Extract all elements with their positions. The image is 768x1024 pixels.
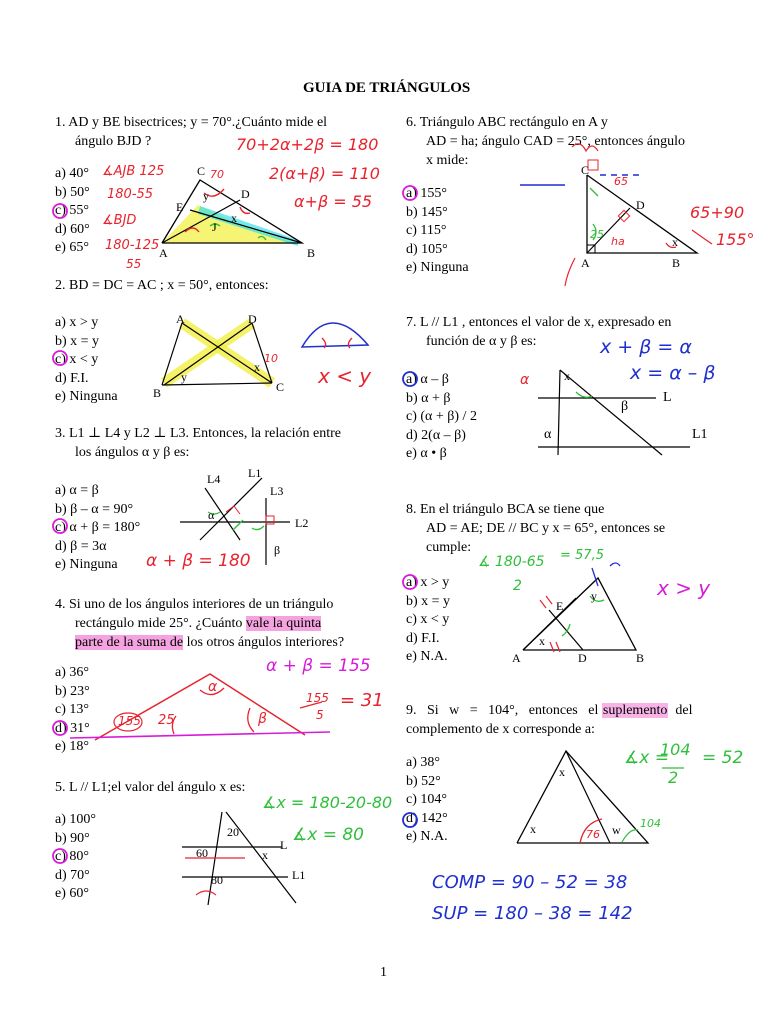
q1-note-6: ∡BJD (102, 213, 137, 228)
q1-label-c: C (197, 164, 206, 178)
q4-line3a-highlight: parte de la suma de (75, 635, 184, 650)
q7-note-2: x = α – β (630, 362, 716, 384)
q8-option-c[interactable]: c) x < y (406, 612, 450, 627)
q6-label-c: C (581, 163, 590, 177)
q4-note-4: = 31 (340, 690, 384, 711)
question-5-text: 5. L // L1;el valor del ángulo x es: (55, 780, 246, 795)
q8-note-4: x > y (657, 576, 711, 600)
q4-note-1: α + β = 155 (266, 656, 371, 676)
q8-option-e[interactable]: e) N.A. (406, 649, 448, 664)
q5-option-e[interactable]: e) 60° (55, 886, 89, 901)
q1-note-7: 180-125 (105, 238, 160, 253)
q2-label-a: A (176, 312, 185, 326)
q4-note-6: 25 (158, 713, 175, 728)
q9-answer-circle (403, 813, 417, 827)
q4-option-a[interactable]: a) 36° (55, 665, 89, 680)
q7-note-3: α (520, 372, 530, 388)
q7-line1: 7. L // L1 , entonces el valor de x, expresado en (406, 315, 672, 330)
question-2-text: 2. BD = DC = AC ; x = 50°, entonces: (55, 278, 269, 293)
q7-option-e[interactable]: e) α • β (406, 446, 447, 461)
q1-note-1: 70+2α+2β = 180 (236, 135, 379, 154)
q8-option-a[interactable]: a) x > y (406, 575, 450, 590)
q4-option-b[interactable]: b) 23° (55, 683, 90, 699)
q3-option-c[interactable]: c) α + β = 180° (55, 520, 141, 535)
q5-label-l: L (280, 838, 288, 852)
q6-label-x: x (672, 235, 678, 249)
q6-option-c[interactable]: c) 115° (406, 223, 447, 238)
q6-line1: 6. Triángulo ABC rectángulo en A y (406, 115, 608, 130)
q2-label-b: B (153, 386, 162, 400)
q3-option-e[interactable]: e) Ninguna (55, 557, 118, 572)
q1-note-5: 180-55 (107, 187, 154, 202)
q9-label-x-top: x (559, 765, 565, 779)
q3-option-b[interactable]: b) β – α = 90° (55, 501, 134, 517)
q3-option-a[interactable]: a) α = β (55, 483, 99, 498)
page-title: GUIA DE TRIÁNGULOS (303, 80, 471, 96)
q8-label-e: E (556, 599, 564, 613)
q9-note-2: 104 (640, 817, 661, 830)
q7-line2: función de α y β es: (426, 334, 537, 349)
q2-label-d: D (248, 312, 257, 326)
q2-option-d[interactable]: d) F.I. (55, 370, 89, 386)
q3-label-l1: L1 (248, 466, 262, 480)
q9-label-w: w (612, 823, 621, 837)
q2-label-x: x (254, 360, 260, 374)
q3-label-beta: β (274, 543, 281, 557)
q8-line3: cumple: (426, 540, 472, 555)
q6-option-b[interactable]: b) 145° (406, 204, 448, 220)
q9-label-x-left: x (530, 822, 536, 836)
q1-option-b[interactable]: b) 50° (55, 184, 90, 200)
q5-option-a[interactable]: a) 100° (55, 812, 96, 827)
q5-option-b[interactable]: b) 90° (55, 830, 90, 846)
q4-option-e[interactable]: e) 18° (55, 739, 89, 754)
q3-line2: los ángulos α y β es: (75, 445, 190, 460)
q2-option-e[interactable]: e) Ninguna (55, 389, 118, 404)
q1-note-3: α+β = 55 (294, 192, 373, 211)
q6-label-b: B (672, 256, 681, 270)
q2-option-b[interactable]: b) x = y (55, 333, 100, 349)
q5-label-x: x (262, 848, 268, 862)
q2-note-1: x < y (318, 364, 372, 388)
q9-note-1a: 104 (660, 740, 691, 759)
q8-line1: 8. En el triángulo BCA se tiene que (406, 502, 605, 517)
q4-note-2: 155 (306, 691, 329, 705)
q4-option-c[interactable]: c) 13° (55, 702, 89, 717)
q1-label-d: D (241, 187, 250, 201)
q3-label-alpha: α (208, 508, 215, 522)
q1-line1: 1. AD y BE bisectrices; y = 70°.¿Cuánto mide el (55, 115, 328, 130)
q2-label-y: y (181, 370, 187, 384)
q4-line2a: rectángulo mide 25°. ¿Cuánto (75, 616, 246, 631)
q9-option-e[interactable]: e) N.A. (406, 829, 448, 844)
q6-line2: AD = ha; ángulo CAD = 25°, entonces ángulo (426, 134, 685, 149)
q7-option-b[interactable]: b) α + β (406, 390, 451, 406)
q1-label-x: x (231, 211, 237, 225)
q5-note-2: ∡x = 80 (292, 825, 364, 845)
q4-note-5: 155 (118, 714, 141, 728)
q8-label-b: B (636, 651, 645, 665)
q5-option-d[interactable]: d) 70° (55, 867, 90, 883)
q9-note-1b: 2 (668, 768, 679, 787)
q7-label-l: L (663, 390, 672, 405)
q9-option-d[interactable]: d) 142° (406, 810, 448, 826)
q1-note-4: ∡AJB 125 (102, 164, 165, 179)
q6-note-5: 65 (614, 175, 628, 188)
q6-note-3: 25 (590, 228, 604, 241)
q7-label-beta: β (621, 399, 629, 414)
q5-option-c[interactable]: c) 80° (55, 849, 89, 864)
q7-option-a[interactable]: a) α – β (406, 372, 449, 387)
q1-line2: ángulo BJD ? (75, 134, 152, 149)
q8-label-x: x (539, 634, 545, 648)
q4-line1: 4. Si uno de los ángulos interiores de un triángulo (55, 597, 334, 612)
q9-note-4: COMP = 90 – 52 = 38 (432, 872, 628, 893)
q8-note-1: ∡ 180-65 (478, 554, 545, 570)
q1-option-e[interactable]: e) 65° (55, 240, 89, 255)
q9-option-a[interactable]: a) 38° (406, 755, 440, 770)
q1-label-e: E (176, 200, 184, 214)
q4-note-3: 5 (316, 708, 324, 722)
q7-label-l1: L1 (692, 427, 708, 442)
q8-option-b[interactable]: b) x = y (406, 593, 451, 609)
q9-option-c[interactable]: c) 104° (406, 792, 447, 807)
q3-label-l2: L2 (295, 516, 309, 530)
q1-option-c[interactable]: c) 55° (55, 203, 89, 218)
q3-label-l4: L4 (207, 472, 221, 486)
q9-note-5: SUP = 180 – 38 = 142 (432, 903, 633, 924)
q4-line3b: los otros ángulos interiores? (183, 635, 345, 650)
q9-line1b-highlight: suplemento (602, 703, 668, 718)
q6-option-a[interactable]: a) 155° (406, 186, 447, 201)
q3-option-d[interactable]: d) β = 3α (55, 538, 107, 554)
q9-option-b[interactable]: b) 52° (406, 773, 441, 789)
q7-option-d[interactable]: d) 2(α – β) (406, 427, 466, 443)
q6-label-a: A (581, 256, 590, 270)
q9-note-1: ∡x = (624, 748, 669, 768)
q3-label-l3: L3 (270, 484, 284, 498)
q6-option-d[interactable]: d) 105° (406, 241, 448, 257)
q8-note-2: 2 (513, 578, 522, 594)
q6-note-1: 65+90 (690, 203, 745, 222)
q7-label-alpha: α (544, 427, 552, 442)
q8-label-a: A (512, 651, 521, 665)
q3-note-1: α + β = 180 (146, 551, 251, 571)
q9-line1c: del (668, 703, 693, 718)
q5-note-1: ∡x = 180-20-80 (262, 793, 393, 812)
q8-line2: AD = AE; DE // BC y x = 65°, entonces se (426, 521, 666, 536)
q2-note-2: 10 (264, 352, 278, 365)
q4-option-d[interactable]: d) 31° (55, 720, 90, 736)
q1-note-2: 2(α+β) = 110 (269, 164, 380, 183)
q8-note-3: = 57,5 (560, 548, 604, 563)
q6-line3: x mide: (426, 153, 469, 168)
q5-label-60: 60 (196, 846, 208, 860)
q6-label-d: D (636, 198, 645, 212)
q6-note-2: 155° (716, 230, 755, 249)
q9-note-1c: = 52 (702, 748, 744, 768)
q2-option-c[interactable]: c) x < y (55, 352, 99, 367)
q1-option-a[interactable]: a) 40° (55, 166, 89, 181)
q9-line1a: 9. Si w = 104°, entonces el (406, 703, 602, 718)
q6-note-4: ha (611, 235, 625, 248)
q8-label-y: y (591, 589, 597, 603)
q3-line1: 3. L1 ⊥ L4 y L2 ⊥ L3. Entonces, la relación entre (55, 426, 342, 441)
page-number: 1 (380, 965, 387, 980)
q7-label-x: x (564, 369, 570, 383)
q1-label-b: B (307, 246, 316, 260)
q1-option-d[interactable]: d) 60° (55, 221, 90, 237)
q5-label-80: 80 (211, 873, 223, 887)
q6-option-e[interactable]: e) Ninguna (406, 260, 469, 275)
q1-note-9: 70 (210, 168, 224, 181)
q4-line2b-highlight: vale la quinta (245, 616, 322, 631)
q9-line2: complemento de x corresponde a: (406, 722, 595, 737)
q1-note-8: 55 (126, 257, 142, 271)
q2-label-c: C (276, 380, 285, 394)
q1-label-a: A (159, 246, 168, 260)
q4-note-7: α (208, 679, 218, 695)
q5-label-l1: L1 (292, 868, 306, 882)
q7-note-1: x + β = α (600, 336, 692, 358)
q5-label-20: 20 (227, 825, 239, 839)
q2-option-a[interactable]: a) x > y (55, 315, 99, 330)
q8-label-d: D (578, 651, 587, 665)
q7-option-c[interactable]: c) (α + β) / 2 (406, 409, 477, 424)
q8-option-d[interactable]: d) F.I. (406, 630, 440, 646)
q1-label-y: y (203, 189, 209, 203)
q9-note-3: 76 (586, 828, 600, 841)
q1-label-j: J (212, 220, 217, 234)
q4-note-8: β (258, 711, 267, 727)
